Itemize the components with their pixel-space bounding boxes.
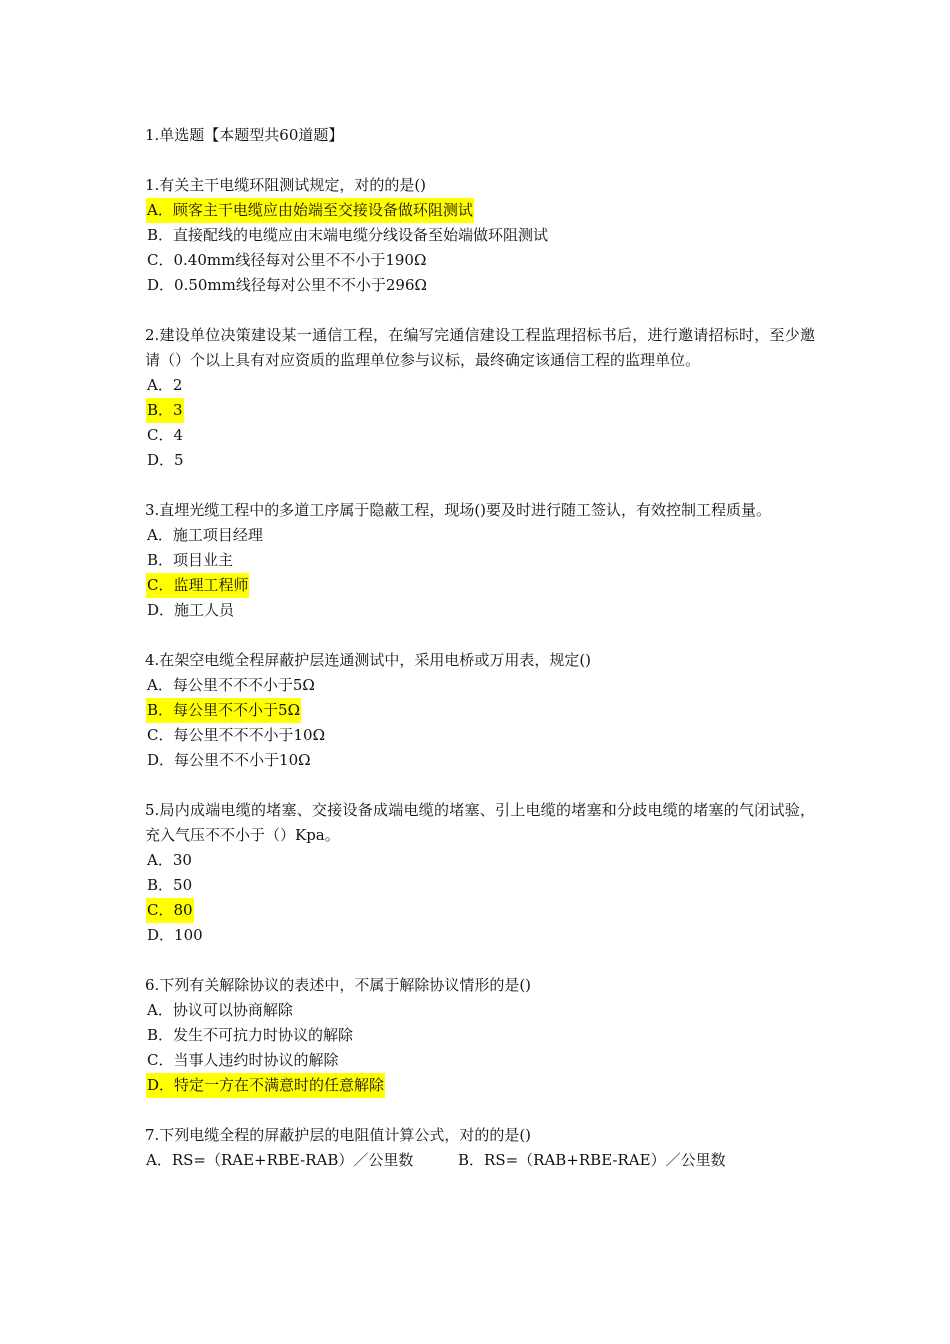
option-d: D．0.50mm线径每对公里不不小于296Ω (147, 276, 427, 294)
option-b: B．直接配线的电缆应由末端电缆分线设备至始端做环阻测试 (147, 226, 549, 244)
option-a: A．顾客主干电缆应由始端至交接设备做环阻测试 (145, 198, 815, 223)
option-a: A．协议可以协商解除 (147, 1001, 293, 1019)
option-b: B．3 (145, 398, 815, 423)
option-d: D．5 (147, 451, 184, 469)
option-a: A．2 (147, 376, 183, 394)
option-b: B．RS=（RAB+RBE-RAE）／公里数 (458, 1151, 726, 1169)
question-6 (145, 973, 815, 1098)
section-title: 1.单选题【本题型共60道题】 (145, 126, 344, 144)
document-content (145, 123, 815, 1173)
question-text: 1.有关主干电缆环阻测试规定，对的的是() (145, 176, 427, 194)
option-b: B．项目业主 (147, 551, 234, 569)
option-b: B．50 (147, 876, 193, 894)
option-d: D．100 (147, 926, 203, 944)
option-b: B．发生不可抗力时协议的解除 (147, 1026, 354, 1044)
option-a: A．每公里不不不小于5Ω (147, 676, 315, 694)
question-2 (145, 323, 815, 473)
question-text: 4.在架空电缆全程屏蔽护层连通测试中，采用电桥或万用表，规定() (145, 651, 592, 669)
option-a: A．施工项目经理 (147, 526, 263, 544)
question-text: 6.下列有关解除协议的表述中，不属于解除协议情形的是() (145, 976, 532, 994)
option-a: A．30 (147, 851, 192, 869)
question-7 (145, 1123, 815, 1173)
question-text: 7.下列电缆全程的屏蔽护层的电阻值计算公式，对的的是() (145, 1126, 532, 1144)
option-c: C．80 (145, 898, 815, 923)
option-row (145, 1148, 815, 1173)
option-d: D．特定一方在不满意时的任意解除 (145, 1073, 815, 1098)
question-3 (145, 498, 815, 623)
option-d: D．每公里不不小于10Ω (147, 751, 311, 769)
option-d: D．施工人员 (147, 601, 235, 619)
option-c: C．每公里不不不小于10Ω (147, 726, 326, 744)
question-text: 3.直埋光缆工程中的多道工序属于隐蔽工程，现场()要及时进行随工签认，有效控制工程质量。 (145, 501, 772, 519)
question-5 (145, 798, 815, 948)
option-c: C．4 (147, 426, 184, 444)
option-c: C．0.40mm线径每对公里不不小于190Ω (147, 251, 427, 269)
option-b: B．每公里不不小于5Ω (145, 698, 815, 723)
question-1 (145, 173, 815, 298)
option-a: A．RS=（RAE+RBE-RAB）／公里数 (146, 1151, 414, 1169)
option-c: C．监理工程师 (145, 573, 815, 598)
question-text: 2.建设单位决策建设某一通信工程，在编写完通信建设工程监理招标书后，进行邀请招标时，至少邀请（）个以上具有对应资质的监理单位参与议标，最终确定该通信工程的监理单位。 (145, 326, 815, 369)
question-4 (145, 648, 815, 773)
option-c: C．当事人违约时协议的解除 (147, 1051, 339, 1069)
question-text: 5.局内成端电缆的堵塞、交接设备成端电缆的堵塞、引上电缆的堵塞和分歧电缆的堵塞的气闭试验，充入气压不不小于（）Kpa。 (145, 801, 815, 844)
